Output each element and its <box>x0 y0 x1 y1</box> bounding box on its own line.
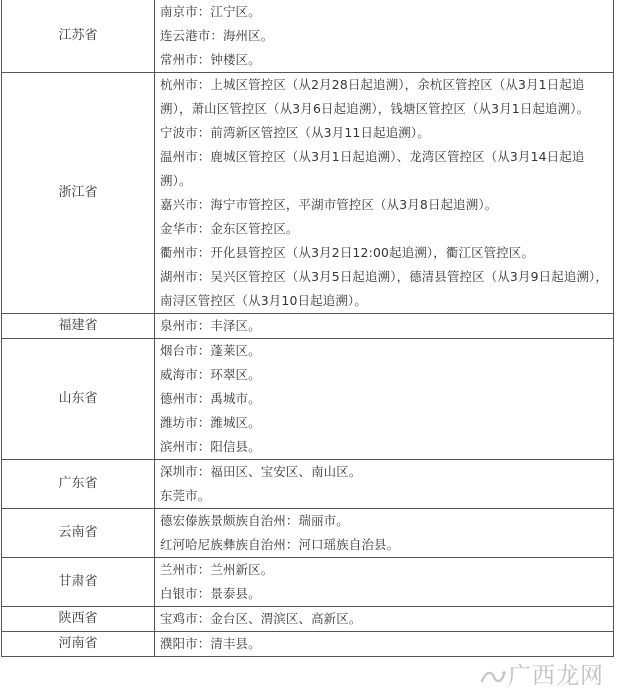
table-row <box>2 558 614 607</box>
area-entry: 杭州市：上城区管控区（从2月28日起追溯），余杭区管控区（从3月1日起追溯），萧山区管控区（从3月6日起追溯），钱塘区管控区（从3月1日起追溯）。 <box>160 77 590 116</box>
area-entry: 红河哈尼族彝族自治州：河口瑶族自治县。 <box>160 537 400 552</box>
area-entry: 滨州市：阳信县。 <box>160 439 261 454</box>
area-entry: 东莞市。 <box>160 488 211 503</box>
area-entry: 泉州市：丰泽区。 <box>160 318 261 333</box>
province-name: 甘肃省 <box>2 558 155 607</box>
area-entry: 德宏傣族景颇族自治州：瑞丽市。 <box>160 513 349 528</box>
area-entry: 南京市：江宁区。 <box>160 4 261 19</box>
province-name: 陕西省 <box>2 607 155 632</box>
area-entry: 濮阳市：清丰县。 <box>160 636 261 651</box>
area-entry: 金华市：金东区管控区。 <box>160 221 299 236</box>
area-entry: 宝鸡市：金台区、渭滨区、高新区。 <box>160 611 362 626</box>
area-entry: 烟台市：蓬莱区。 <box>160 343 261 358</box>
area-list <box>155 73 614 314</box>
watermark-text: 广西龙网 <box>508 663 604 689</box>
province-name: 河南省 <box>2 632 155 657</box>
province-name: 山东省 <box>2 339 155 460</box>
risk-area-table <box>1 0 614 657</box>
area-list <box>155 509 614 558</box>
table-row <box>2 632 614 657</box>
province-name: 广东省 <box>2 460 155 509</box>
area-entry: 温州市：鹿城区管控区（从3月1日起追溯）、龙湾区管控区（从3月14日起追溯）。 <box>160 149 585 188</box>
area-entry: 连云港市：海州区。 <box>160 28 274 43</box>
area-entry: 衢州市：开化县管控区（从3月2日12:00起追溯），衢江区管控区。 <box>160 245 535 260</box>
area-list <box>155 314 614 339</box>
dragon-logo-icon <box>480 667 506 687</box>
table-body <box>2 0 614 657</box>
area-list <box>155 632 614 657</box>
table-row <box>2 509 614 558</box>
area-entry: 潍坊市：潍城区。 <box>160 415 261 430</box>
table-row <box>2 460 614 509</box>
table-row <box>2 314 614 339</box>
area-entry: 湖州市：吴兴区管控区（从3月5日起追溯），德清县管控区（从3月9日起追溯），南浔区管控区（从3月10日起追溯）。 <box>160 269 609 308</box>
province-name: 福建省 <box>2 314 155 339</box>
area-list <box>155 558 614 607</box>
province-name: 浙江省 <box>2 73 155 314</box>
area-entry: 常州市：钟楼区。 <box>160 52 261 67</box>
table-row <box>2 607 614 632</box>
area-list <box>155 339 614 460</box>
area-list <box>155 460 614 509</box>
area-entry: 德州市：禹城市。 <box>160 391 261 406</box>
area-entry: 宁波市：前湾新区管控区（从3月11日起追溯）。 <box>160 125 430 140</box>
province-name: 江苏省 <box>2 0 155 73</box>
area-entry: 深圳市：福田区、宝安区、南山区。 <box>160 464 362 479</box>
area-entry: 嘉兴市：海宁市管控区，平湖市管控区（从3月8日起追溯）。 <box>160 197 498 212</box>
table-row <box>2 73 614 314</box>
province-name: 云南省 <box>2 509 155 558</box>
area-list <box>155 607 614 632</box>
table-row <box>2 339 614 460</box>
area-entry: 威海市：环翠区。 <box>160 367 261 382</box>
watermark <box>480 662 604 690</box>
area-entry: 白银市：景泰县。 <box>160 586 261 601</box>
table-row <box>2 0 614 73</box>
area-list <box>155 0 614 73</box>
area-entry: 兰州市：兰州新区。 <box>160 562 274 577</box>
